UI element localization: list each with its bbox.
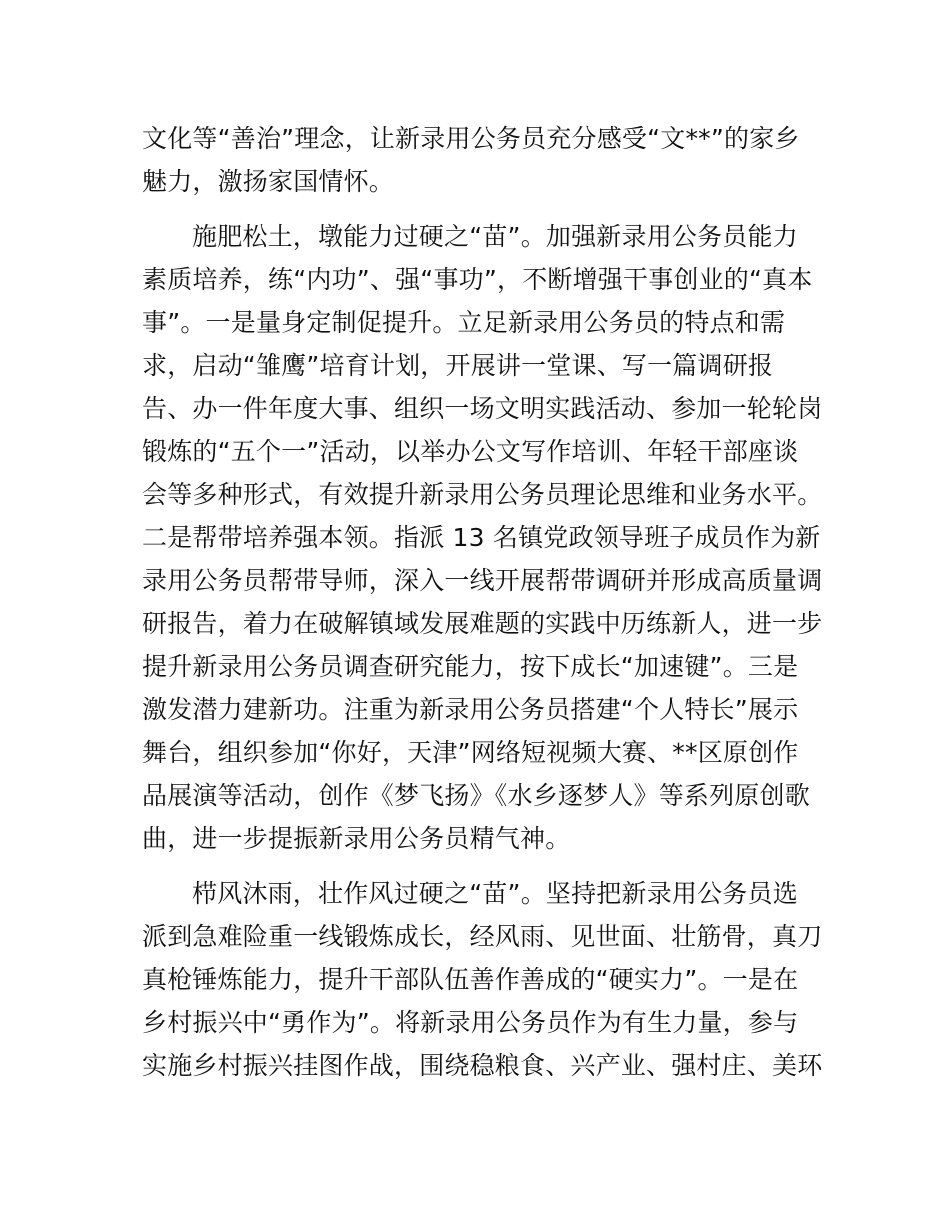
paragraph-2-line-1: 施肥松土，墩能力过硬之“苗”。加强新录用公务员能力 xyxy=(192,222,798,251)
paragraph-2-line-6: 锻炼的“五个一”活动，以举办公文写作培训、年轻干部座谈 xyxy=(142,437,799,466)
paragraph-3-line-1: 栉风沐雨，壮作风过硬之“苗”。坚持把新录用公务员选 xyxy=(192,879,798,908)
paragraph-2-line-14: 品展演等活动，创作《梦飞扬》《水乡逐梦人》等系列原创歌 xyxy=(142,781,810,810)
paragraph-2-line-10: 研报告，着力在破解镇域发展难题的实践中历练新人，进一步 xyxy=(142,609,823,638)
paragraph-2-line-2: 素质培养，练“内功”、强“事功”，不断增强干事创业的“真本 xyxy=(142,265,813,294)
paragraph-2-line-8: 二是帮带培养强本领。指派 13 名镇党政领导班子成员作为新 xyxy=(142,523,821,552)
paragraph-1-line-2: 魅力，激扬家国情怀。 xyxy=(142,167,395,196)
paragraph-3-line-3: 真枪锤炼能力，提升干部队伍善作善成的“硬实力”。一是在 xyxy=(142,965,799,994)
paragraph-2-line-3: 事”。一是量身定制促提升。立足新录用公务员的特点和需 xyxy=(142,308,786,337)
paragraph-2-line-4: 求，启动“雏鹰”培育计划，开展讲一堂课、写一篇调研报 xyxy=(142,351,774,380)
paragraph-2-line-9: 录用公务员帮带导师，深入一线开展帮带调研并形成高质量调 xyxy=(142,566,823,595)
paragraph-2-line-12: 激发潜力建新功。注重为新录用公务员搭建“个人特长”展示 xyxy=(142,695,799,724)
paragraph-2-line-7: 会等多种形式，有效提升新录用公务员理论思维和业务水平。 xyxy=(142,480,823,509)
paragraph-2-line-11: 提升新录用公务员调查研究能力，按下成长“加速键”。三是 xyxy=(142,652,799,681)
paragraph-2-line-5: 告、办一件年度大事、组织一场文明实践活动、参加一轮轮岗 xyxy=(142,394,823,423)
paragraph-3-line-4: 乡村振兴中“勇作为”。将新录用公务员作为有生力量，参与 xyxy=(142,1008,799,1037)
paragraph-3-line-5: 实施乡村振兴挂图作战，围绕稳粮食、兴产业、强村庄、美环 xyxy=(142,1051,823,1080)
paragraph-2-line-15: 曲，进一步提振新录用公务员精气神。 xyxy=(142,824,571,853)
paragraph-3-line-2: 派到急难险重一线锻炼成长，经风雨、见世面、壮筋骨，真刀 xyxy=(142,922,823,951)
paragraph-2-line-13: 舞台，组织参加“你好，天津”网络短视频大赛、**区原创作 xyxy=(142,738,799,767)
paragraph-1-line-1: 文化等“善治”理念，让新录用公务员充分感受“文**”的家乡 xyxy=(142,124,800,153)
